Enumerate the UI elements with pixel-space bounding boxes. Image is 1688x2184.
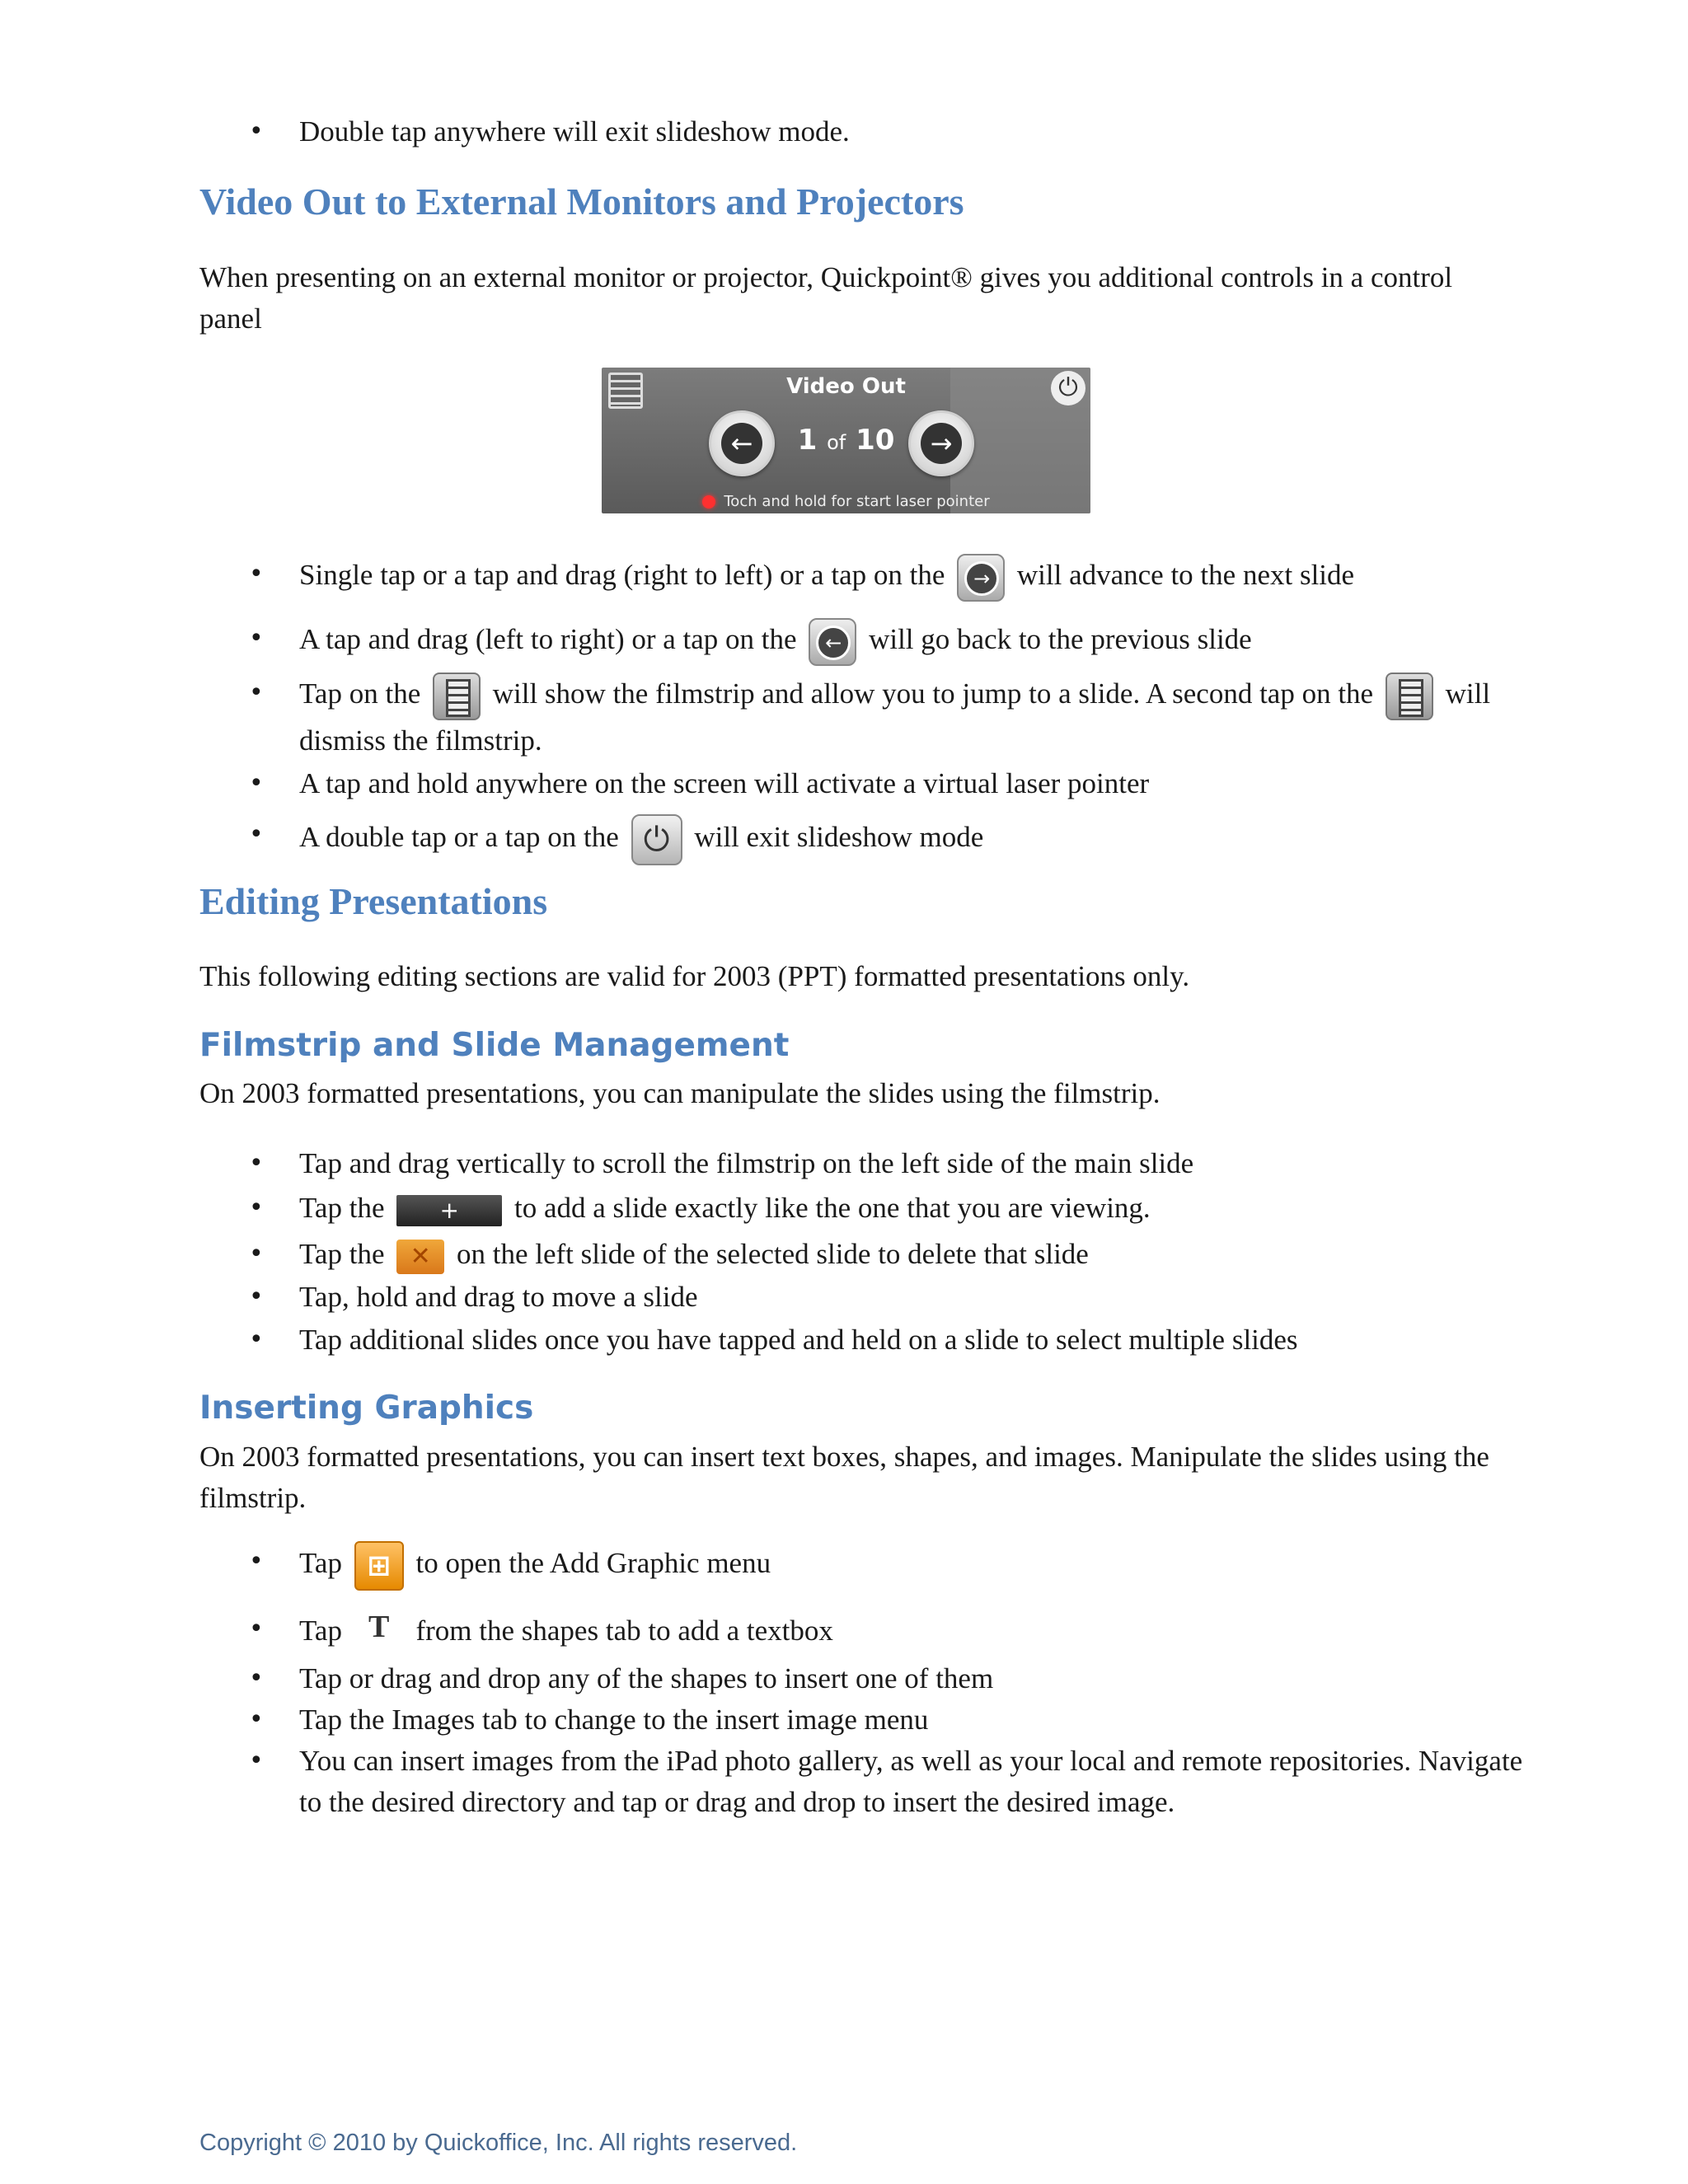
panel-title: Video Out (786, 374, 906, 399)
bullet-text: Tap the (299, 1192, 385, 1224)
filmstrip-icon (1386, 673, 1433, 720)
list-item (199, 554, 1518, 602)
heading-filmstrip: Filmstrip and Slide Management (199, 1027, 790, 1064)
bullet-text: A tap and drag (left to right) or a tap on the (299, 623, 797, 656)
laser-hint (602, 493, 1090, 510)
list-item (199, 1609, 1518, 1658)
list-item: • A tap and hold anywhere on the screen will activate a virtual laser pointer (199, 763, 1518, 804)
next-arrow-icon: → (957, 554, 1005, 602)
current-slide: 1 (797, 424, 818, 457)
list-item (199, 1188, 1518, 1229)
heading-video-out: Video Out to External Monitors and Projectors (199, 180, 964, 223)
bullet-text: to open the Add Graphic menu (415, 1547, 771, 1580)
delete-icon: ✕ (396, 1240, 444, 1274)
bullet-text: will exit slideshow mode (694, 821, 984, 854)
bullet-text: will show the filmstrip and allow you to jump to a slide. A second tap on the (492, 677, 1374, 710)
bullet-text: Tap on the (299, 677, 421, 710)
bullet-text: Tap (299, 1547, 342, 1580)
list-item: • Tap additional slides once you have tapped and held on a slide to select multiple slides (199, 1319, 1518, 1361)
bullet-text: A double tap or a tap on the (299, 821, 619, 854)
list-item: • Tap or drag and drop any of the shapes to insert one of them (199, 1658, 1518, 1699)
page-footer: Copyright © 2010 by Quickoffice, Inc. All rights reserved. (199, 2130, 798, 2156)
filmstrip-icon (433, 673, 481, 720)
power-icon (631, 814, 682, 865)
graphics-bullets (199, 1541, 1523, 1823)
heading-editing: Editing Presentations (199, 880, 548, 922)
next-button[interactable] (908, 410, 974, 476)
prev-arrow-icon: ← (721, 423, 762, 464)
laser-hint-text: Toch and hold for start laser pointer (724, 493, 990, 510)
list-item (199, 673, 1518, 762)
bullet-text: on the left slide of the selected slide to delete that slide (456, 1238, 1089, 1270)
total-slides: 10 (856, 424, 895, 457)
add-slide-icon: + (396, 1195, 502, 1226)
bullet-text: Tap (299, 1615, 342, 1647)
laser-dot-icon (702, 495, 715, 509)
of-label: of (827, 431, 846, 454)
graphics-intro: On 2003 formatted presentations, you can insert text boxes, shapes, and images. Manipulate the slides using the filmstrip. (199, 1441, 1489, 1514)
list-item (199, 618, 1518, 666)
textbox-icon: T (368, 1610, 390, 1644)
add-graphic-icon: ⊞ (354, 1541, 404, 1591)
heading-graphics: Inserting Graphics (199, 1390, 534, 1427)
filmstrip-bullets (199, 1143, 1518, 1361)
slide-counter (602, 424, 1090, 457)
list-item: • Tap the Images tab to change to the insert image menu (199, 1699, 1518, 1741)
list-item: • Tap, hold and drag to move a slide (199, 1277, 1518, 1318)
top-bullet-list (199, 111, 1518, 152)
bullet-text: will dismiss the filmstrip. (299, 677, 1491, 757)
list-item: • Double tap anywhere will exit slideshow mode. (199, 111, 1518, 152)
bullet-text: from the shapes tab to add a textbox (415, 1615, 833, 1647)
bullet-text: will advance to the next slide (1016, 559, 1355, 592)
video-out-intro: When presenting on an external monitor or projector, Quickpoint® gives you additional controls in a control panel (199, 261, 1453, 335)
bullet-text: to add a slide exactly like the one that you are viewing. (513, 1192, 1151, 1224)
bullet-text: will go back to the previous slide (869, 623, 1252, 656)
list-item: • You can insert images from the iPad photo gallery, as well as your local and remote repositories. Navigate to the desired directory and tap or drag and drop to insert the desired image. (199, 1741, 1536, 1823)
next-arrow-icon: → (921, 423, 962, 464)
list-item (199, 1234, 1518, 1275)
prev-arrow-icon: ← (809, 618, 856, 666)
video-out-bullets (199, 554, 1518, 865)
bullet-text: Tap the (299, 1238, 385, 1270)
bullet-text: Single tap or a tap and drag (right to left) or a tap on the (299, 559, 945, 592)
list-item: • Tap and drag vertically to scroll the filmstrip on the left side of the main slide (199, 1143, 1518, 1184)
power-icon[interactable]: ⏻ (1051, 371, 1085, 405)
filmstrip-intro: On 2003 formatted presentations, you can manipulate the slides using the filmstrip. (199, 1077, 1160, 1109)
list-item (199, 814, 1518, 865)
editing-intro: This following editing sections are valid for 2003 (PPT) formatted presentations only. (199, 960, 1190, 992)
video-out-panel (602, 368, 1090, 513)
list-item (199, 1541, 1518, 1591)
